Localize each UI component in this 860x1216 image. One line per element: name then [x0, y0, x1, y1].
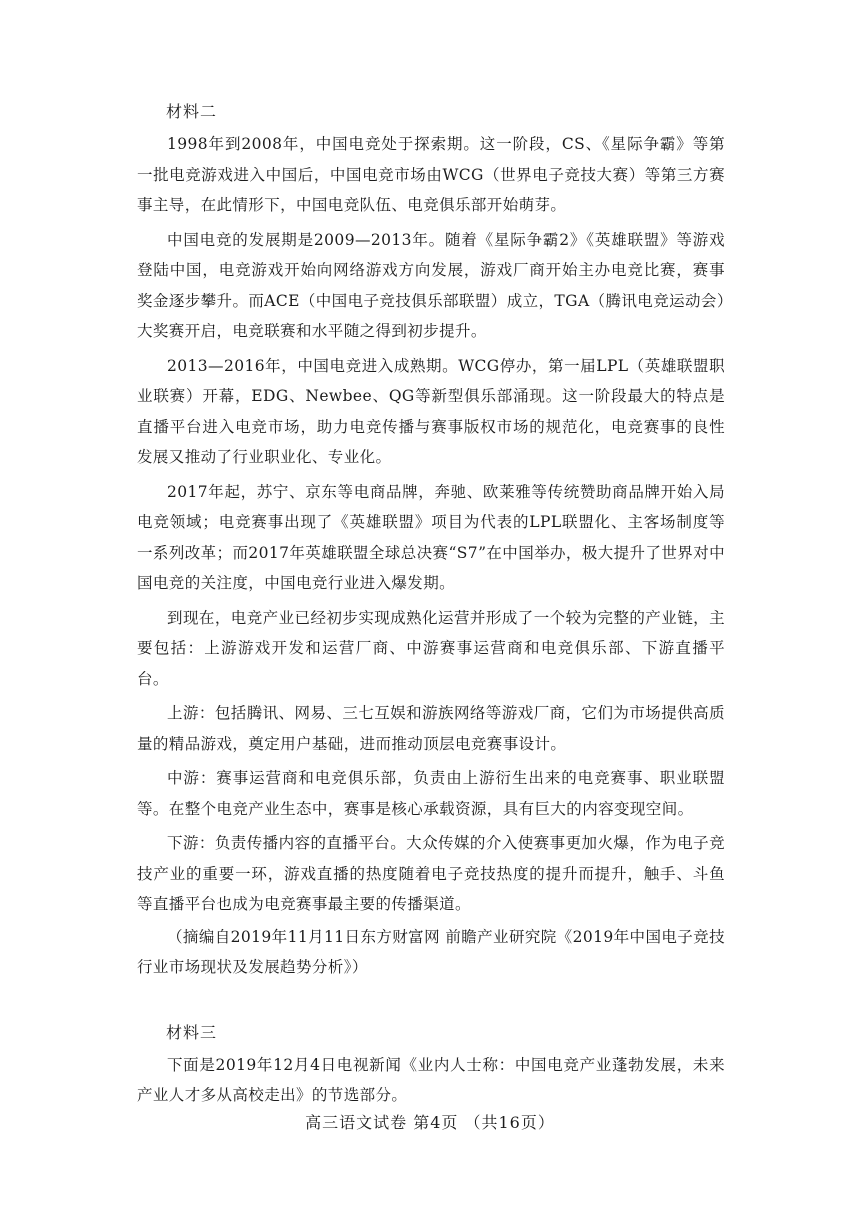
material-2-paragraph-upstream: 上游：包括腾讯、网易、三七互娱和游族网络等游戏厂商，它们为市场提供高质量的精品游戏，奠定用户基础，进而推动顶层电竞赛事设计。 — [137, 704, 725, 753]
material-3-heading: 材料三 — [166, 1022, 218, 1042]
material-2-paragraph-1: 1998年到2008年，中国电竞处于探索期。这一阶段，CS、《星际争霸》等第一批电竞游戏进入中国后，中国电竞市场由WCG（世界电子竞技大赛）等第三方赛事主导，在此情形下，中国电竞队伍、电竞俱乐部开始萌芽。 — [137, 135, 725, 214]
material-2-source-citation: （摘编自2019年11月11日东方财富网 前瞻产业研究院《2019年中国电子竞技行业市场现状及发展趋势分析》） — [137, 927, 725, 976]
material-2-paragraph-5: 到现在，电竞产业已经初步实现成熟化运营并形成了一个较为完整的产业链，主要包括：上游游戏开发和运营厂商、中游赛事运营商和电竞俱乐部、下游直播平台。 — [137, 608, 725, 688]
material-2-paragraph-3: 2013—2016年，中国电竞进入成熟期。WCG停办，第一届LPL（英雄联盟职业联赛）开幕，EDG、Newbee、QG等新型俱乐部涌现。这一阶段最大的特点是直播平台进入电竞市场，助力电竞传播与赛事版权市场的规范化，电竞赛事的良性发展又推动了行业职业化、专业化。 — [137, 356, 725, 466]
section-spacer — [137, 983, 725, 1021]
material-2-paragraph-downstream: 下游：负责传播内容的直播平台。大众传媒的介入使赛事更加火爆，作为电子竞技产业的重要一环，游戏直播的热度随着电子竞技热度的提升而提升，触手、斗鱼等直播平台也成为电竞赛事最主要的传播渠道。 — [137, 834, 725, 913]
material-2-paragraph-2: 中国电竞的发展期是2009—2013年。随着《星际争霸2》《英雄联盟》等游戏登陆中国，电竞游戏开始向网络游戏方向发展，游戏厂商开始主办电竞比赛，赛事奖金逐步攀升。而ACE（中国电子竞技俱乐部联盟）成立，TGA（腾讯电竞运动会）大奖赛开启，电竞联赛和水平随之得到初步提升。 — [137, 230, 725, 340]
material-3-paragraph-1: 下面是2019年12月4日电视新闻《业内人士称：中国电竞产业蓬勃发展，未来产业人才多从高校走出》的节选部分。 — [137, 1055, 725, 1104]
page-footer: 高三语文试卷 第4页 （共16页） — [305, 1113, 555, 1132]
material-2-paragraph-midstream: 中游：赛事运营商和电竞俱乐部，负责由上游衍生出来的电竞赛事、职业联盟等。在整个电竞产业生态中，赛事是核心承载资源，具有巨大的内容变现空间。 — [137, 769, 725, 818]
material-2-paragraph-4: 2017年起，苏宁、京东等电商品牌，奔驰、欧莱雅等传统赞助商品牌开始入局电竞领域；电竞赛事出现了《英雄联盟》项目为代表的LPL联盟化、主客场制度等一系列改革；而2017年英雄联盟全球总决赛“S7”在中国举办，极大提升了世界对中国电竞的关注度，中国电竞行业进入爆发期。 — [137, 482, 725, 592]
material-2-heading: 材料二 — [166, 102, 218, 121]
exam-page-body — [137, 100, 725, 1115]
